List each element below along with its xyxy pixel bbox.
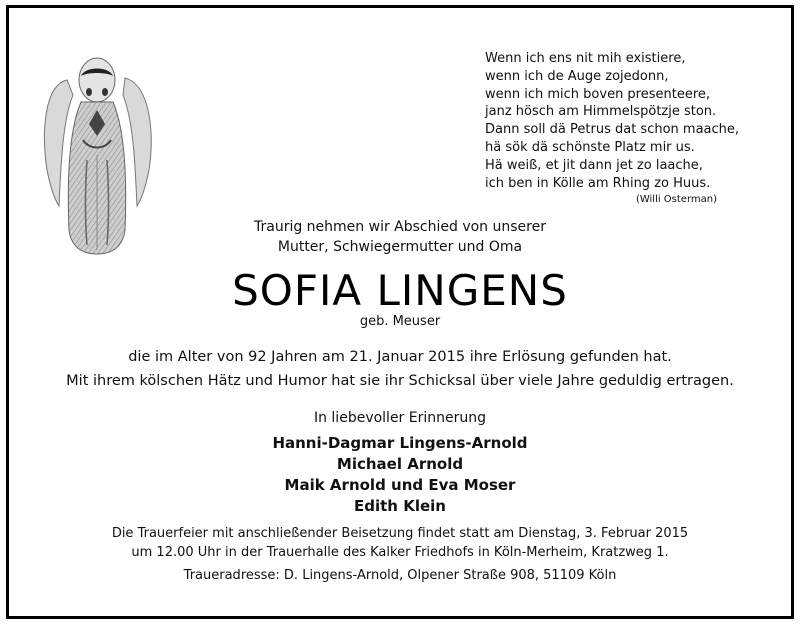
funeral-info	[9, 524, 791, 562]
deceased-name: SOFIA LINGENS	[232, 266, 568, 315]
birth-name: geb. Meuser	[359, 314, 441, 329]
family-member: Michael Arnold	[336, 455, 464, 473]
poem-line: ich ben in Kölle am Rhing zo Huus.	[485, 175, 711, 191]
poem-author: (Willi Osterman)	[635, 194, 717, 206]
age-text: die im Alter von 92 Jahren am 21. Januar 2015 ihre Erlösung gefunden hat.	[128, 349, 672, 365]
poem-line: wenn ich mich boven presenteere,	[485, 86, 711, 102]
obituary-frame	[6, 5, 794, 619]
intro-line: Traurig nehmen wir Abschied von unserer	[254, 219, 546, 235]
family-member: Edith Klein	[354, 497, 446, 515]
funeral-line: um 12.00 Uhr in der Trauerhalle des Kalker Friedhofs in Köln-Merheim, Kratzweg 1.	[131, 545, 669, 560]
poem-line: wenn ich de Auge zojedonn,	[485, 68, 669, 84]
intro-text	[9, 217, 791, 257]
family-member: Maik Arnold und Eva Moser	[284, 476, 516, 494]
funeral-line: Die Trauerfeier mit anschließender Beisetzung findet statt am Dienstag, 3. Februar 2015	[111, 526, 689, 541]
poem-line: Wenn ich ens nit mih existiere,	[485, 51, 686, 66]
poem-line: hä sök dä schönste Platz mir us.	[485, 139, 695, 155]
memory-text: In liebevoller Erinnerung	[313, 410, 487, 426]
poem-line: Dann soll dä Petrus dat schon maache,	[485, 122, 740, 138]
poem-line: janz hösch am Himmelspötzje ston.	[485, 104, 717, 120]
mourning-address: Traueradresse: D. Lingens-Arnold, Olpener Straße 908, 51109 Köln	[183, 568, 617, 583]
poem-line: Hä weiß, et jit dann jet zo laache,	[485, 157, 703, 173]
family-list	[9, 433, 791, 517]
humor-text: Mit ihrem kölschen Hätz und Humor hat sie ihr Schicksal über viele Jahre geduldig ertragen.	[66, 373, 734, 389]
family-member: Hanni-Dagmar Lingens-Arnold	[272, 434, 528, 452]
intro-line: Mutter, Schwiegermutter und Oma	[277, 239, 523, 255]
poem	[485, 50, 785, 208]
